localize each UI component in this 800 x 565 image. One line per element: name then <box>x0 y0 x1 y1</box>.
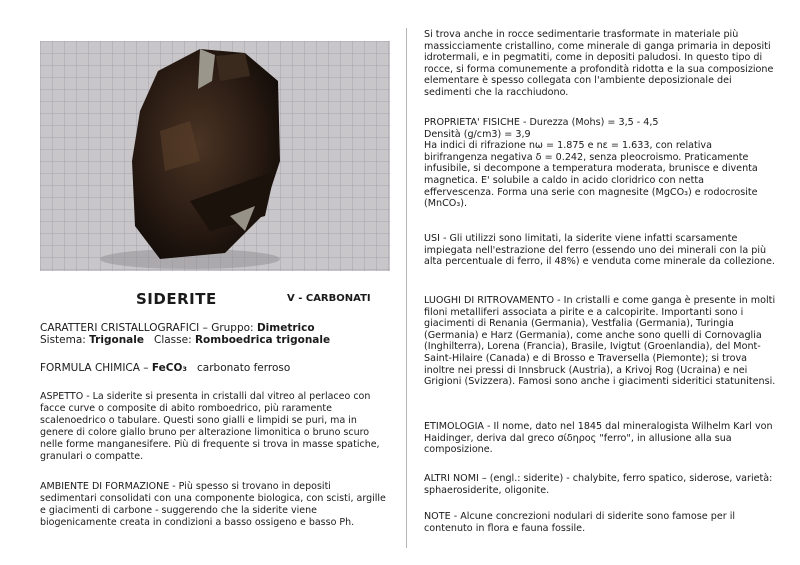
crystal-group-label: CARATTERI CRISTALLOGRAFICI – Gruppo: <box>40 322 257 334</box>
crystal-class-label: Classe: <box>143 334 195 346</box>
mineral-name: SIDERITE <box>136 290 217 308</box>
proprieta-ottiche: Ha indici di rifrazione nω = 1.875 e nε = 1.633, con relativa birifrangenza negativa δ = 0.242, senza pleocroismo. Praticamente infusibile, si decompone a temperatura moderata, brunisce e diventa magnetica. E' solubile a caldo in acido cloridrico con netta effervescenza. Forma una serie con magnesite (MgCO₃) e rodocrosite (MnCO₃). <box>424 140 758 210</box>
column-divider <box>406 28 407 548</box>
crystal-characteristics <box>40 322 390 346</box>
section-usi: USI - Gli utilizzi sono limitati, la siderite viene infatti scarsamente impiegata nell'estrazione del ferro (essendo uno dei minerali con la più alta percentuale di ferro, il 48%) e venduta come minerale da collezione. <box>424 233 775 268</box>
formula-label: FORMULA CHIMICA – <box>40 362 152 374</box>
mineral-photo <box>40 41 390 271</box>
section-luoghi: LUOGHI DI RITROVAMENTO - In cristalli e come ganga è presente in molti filoni metalliferi associata a pirite e a calcopirite. Importanti sono i giacimenti di Renania (Germania), Vestfalia (Germania), Turingia (Germania) e Harz (Germania), come anche sono quelli di Cornovaglia (Inghilterra), Lorena (Francia), Brasile, Ivigtut (Groenlandia), del Mont-Saint-Hilaire (Canada) e di Brosso e Traversella (Piemonte); si trova inoltre nei pressi di Innsbruck (Austria), a Krivoj Rog (Ucraina) e nei Grigioni (Svizzera). Famosi sono anche i giacimenti sideritici statunitensi. <box>424 295 776 388</box>
section-etimologia: ETIMOLOGIA - Il nome, dato nel 1845 dal mineralogista Wilhelm Karl von Haidinger, deriva dal greco σίδηρος "ferro", in allusione alla sua composizione. <box>424 421 773 456</box>
section-aspetto: ASPETTO - La siderite si presenta in cristalli dal vitreo al perlaceo con facce curve o composite di abito romboedrico, più raramente scalenoedrico o tabulare. Questi sono gialli e limpidi se puri, ma in genere di colore giallo bruno per alterazione limonitica o bruno scuro nelle forme manganesifere. Più di frequente si trova in masse spatiche, granulari o compatte. <box>40 391 380 462</box>
proprieta-densita: Densità (g/cm3) = 3,9 <box>424 128 531 140</box>
section-proprieta <box>424 117 776 210</box>
formula-value: FeCO₃ <box>151 362 187 374</box>
crystal-system-label: Sistema: <box>40 334 90 346</box>
crystal-group: Dimetrico <box>256 322 315 334</box>
proprieta-durezza: PROPRIETA' FISICHE - Durezza (Mohs) = 3,5 - 4,5 <box>424 117 659 128</box>
chemical-formula <box>40 362 390 374</box>
crystal-system: Trigonale <box>89 334 144 346</box>
siderite-specimen-image <box>40 41 390 271</box>
section-altri-nomi: ALTRI NOMI – (engl.: siderite) - chalybite, ferro spatico, siderose, varietà: sphaerosiderite, oligonite. <box>424 473 773 496</box>
crystal-class: Romboedrica trigonale <box>194 334 331 346</box>
section-intro: Si trova anche in rocce sedimentarie trasformate in materiale più massicciamente cristallino, come minerale di ganga primaria in depositi idrotermali, e in pegmatiti, come in depositi paludosi. In questo tipo di rocce, si forma comunemente a profondità ridotta e la sua composizione elementare è spesso collegata con l'ambiente deposizionale dei sedimenti che la racchiudono. <box>424 29 774 98</box>
mineral-class: V - CARBONATI <box>287 293 371 304</box>
formula-name: carbonato ferroso <box>187 362 291 374</box>
section-ambiente: AMBIENTE DI FORMAZIONE - Più spesso si trovano in depositi sedimentari consolidati con una componente biologica, con scisti, argille e giacimenti di carbone - suggerendo che la siderite viene biogenicamente creata in condizioni a basso ossigeno e basso Ph. <box>40 481 386 528</box>
section-note: NOTE - Alcune concrezioni nodulari di siderite sono famose per il contenuto in flora e fauna fossile. <box>424 511 736 534</box>
